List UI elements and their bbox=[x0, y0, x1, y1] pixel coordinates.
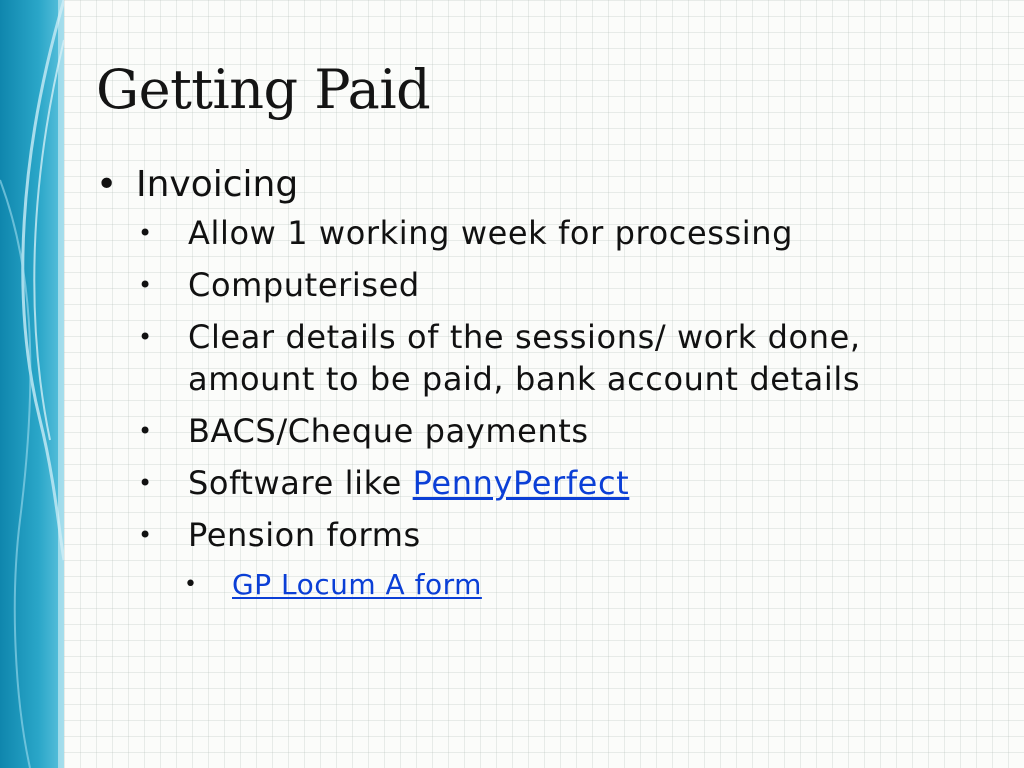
sub-list-item bbox=[96, 566, 996, 604]
list-item-pension bbox=[96, 514, 996, 556]
list-item-text: Clear details of the sessions/ work done, amount to be paid, bank account details bbox=[188, 318, 861, 398]
invoicing-sublist bbox=[96, 212, 996, 604]
list-item bbox=[96, 264, 996, 306]
decorative-left-band bbox=[0, 0, 64, 768]
bullet-dot-icon: • bbox=[138, 417, 153, 445]
list-item-software bbox=[96, 462, 996, 504]
list-item bbox=[96, 316, 996, 400]
list-item-text: Allow 1 working week for processing bbox=[188, 214, 794, 252]
list-item-text: Computerised bbox=[188, 266, 420, 304]
list-item bbox=[96, 212, 996, 254]
bullet-dot-icon: • bbox=[138, 323, 153, 351]
wave-decoration-icon bbox=[0, 0, 64, 768]
list-item-text: Software like bbox=[188, 464, 413, 502]
bullet-dot-icon: • bbox=[184, 572, 198, 597]
list-item bbox=[96, 410, 996, 452]
bullet-dot-icon: • bbox=[138, 271, 153, 299]
bullet-dot-icon: • bbox=[138, 521, 153, 549]
bullet-dot-icon: • bbox=[138, 219, 153, 247]
gp-locum-form-link[interactable]: GP Locum A form bbox=[232, 568, 482, 601]
list-item-text: Pension forms bbox=[188, 516, 421, 554]
bullet-dot-icon: • bbox=[138, 469, 153, 497]
bullet-invoicing bbox=[96, 160, 996, 210]
bullet-text: Invoicing bbox=[136, 164, 299, 205]
list-item-text: BACS/Cheque payments bbox=[188, 412, 589, 450]
slide-title: Getting Paid bbox=[96, 58, 431, 121]
bullet-content bbox=[96, 160, 996, 604]
pennyperfect-link[interactable]: PennyPerfect bbox=[412, 464, 630, 502]
bullet-dot-icon: • bbox=[96, 164, 118, 205]
